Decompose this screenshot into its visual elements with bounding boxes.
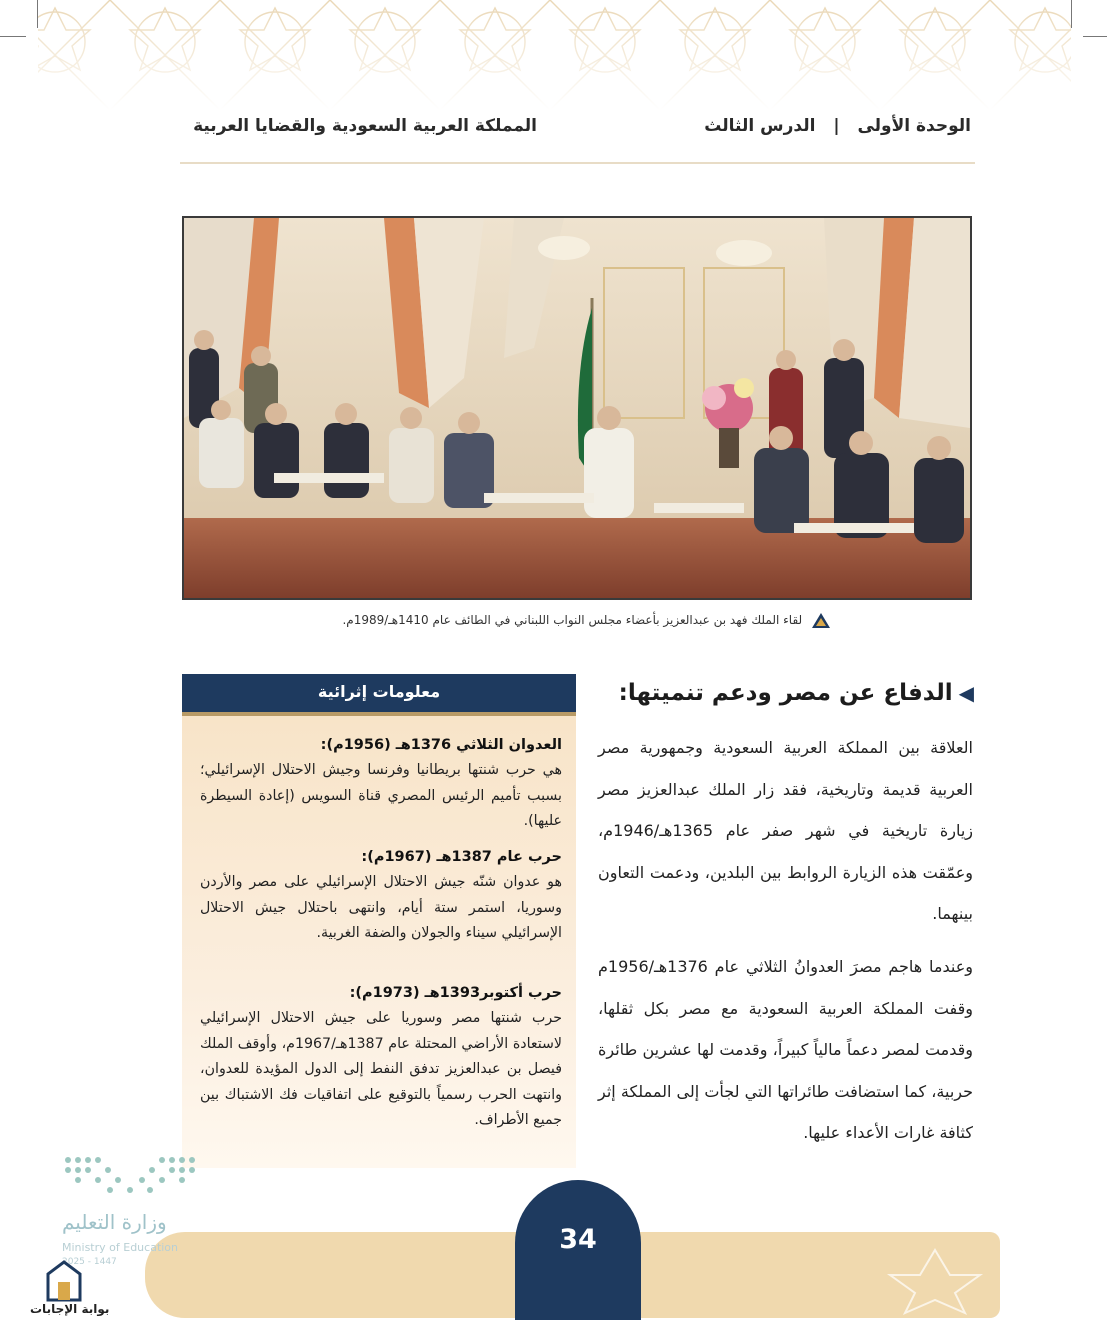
header-divider bbox=[180, 162, 975, 164]
meeting-photo bbox=[182, 216, 972, 600]
site-logo-icon bbox=[44, 1260, 84, 1302]
meeting-photo-illustration bbox=[184, 218, 970, 598]
header-title: المملكة العربية السعودية والقضايا العربية bbox=[193, 116, 537, 136]
info-item-text-3: حرب شنتها مصر وسوريا على جيش الاحتلال الإسرائيلي لاستعادة الأراضي المحتلة عام 1387هـ/1967م، وأوقف الملك فيصل بن عبدالعزيز تدفق النفط إلى الدول المؤيدة للعدوان، وانتهت الحرب رسمياً بالتوقيع على اتفاقيات فك الاشتباك بين جميع الأطراف. bbox=[200, 1010, 562, 1128]
double-chevron-icon: ◀ bbox=[958, 681, 974, 705]
header-lesson: الدرس الثالث bbox=[704, 116, 816, 136]
triangle-icon bbox=[812, 613, 830, 628]
decorative-pattern bbox=[0, 0, 1107, 110]
header-unit-lesson bbox=[704, 116, 971, 136]
header-unit: الوحدة الأولى bbox=[857, 116, 971, 136]
section-title bbox=[598, 680, 974, 706]
photo-caption bbox=[325, 613, 830, 628]
footer-ornament bbox=[880, 1245, 990, 1315]
site-name[interactable]: بوابة الإجابات bbox=[30, 1302, 110, 1316]
section-paragraph-2: وعندما هاجم مصرَ العدوانُ الثلاثي عام 1376هـ/1956م وقفت المملكة العربية السعودية مع مصر بكل ثقلها، وقدمت لمصر دعماً مالياً كبيراً، وقدمت لها عشرين طائرة حربية، كما استضافت طائراتها التي لجأت إلى المملكة إثر كثافة غارات الأعداء عليها. bbox=[598, 957, 973, 1142]
photo-caption-text: لقاء الملك فهد بن عبدالعزيز بأعضاء مجلس النواب اللبناني في الطائف عام 1410هـ/1989م. bbox=[342, 613, 803, 627]
section-title-text: الدفاع عن مصر ودعم تنميتها: bbox=[618, 680, 953, 706]
ministry-logo-icon bbox=[62, 1154, 198, 1202]
ministry-year: 2025 - 1447 bbox=[62, 1257, 117, 1267]
info-item-text-2: هو عدوان شنّه جيش الاحتلال الإسرائيلي على مصر والأردن وسوريا، استمر ستة أيام، وانتهى باحتلال جيش الاحتلال الإسرائيلي سيناء والجولان والضفة الغربية. bbox=[200, 874, 562, 941]
info-item-heading-2: حرب عام 1387هـ (1967م): bbox=[361, 849, 562, 865]
ministry-name-en: Ministry of Education bbox=[62, 1241, 179, 1254]
page-number: 34 bbox=[559, 1224, 597, 1255]
info-box-title: معلومات إثرائية bbox=[182, 674, 576, 716]
section-paragraph-1: العلاقة بين المملكة العربية السعودية وجمهورية مصر العربية قديمة وتاريخية، فقد زار الملك عبدالعزيز مصر زيارة تاريخية في شهر صفر عام 1365هـ/1946م، وعمّقت هذه الزيارة الروابط بين البلدين، ودعمت التعاون بينهما. bbox=[598, 738, 973, 923]
info-item-heading-1: العدوان الثلاثي 1376هـ (1956م): bbox=[320, 737, 562, 753]
ministry-name-ar: وزارة التعليم bbox=[62, 1210, 167, 1234]
header-separator: | bbox=[833, 116, 840, 136]
info-item-text-1: هي حرب شنتها بريطانيا وفرنسا وجيش الاحتلال الإسرائيلي؛ بسبب تأميم الرئيس المصري قناة السويس (إعادة السيطرة عليها). bbox=[200, 762, 562, 829]
info-item-heading-3: حرب أكتوبر1393هـ (1973م): bbox=[349, 985, 562, 1001]
